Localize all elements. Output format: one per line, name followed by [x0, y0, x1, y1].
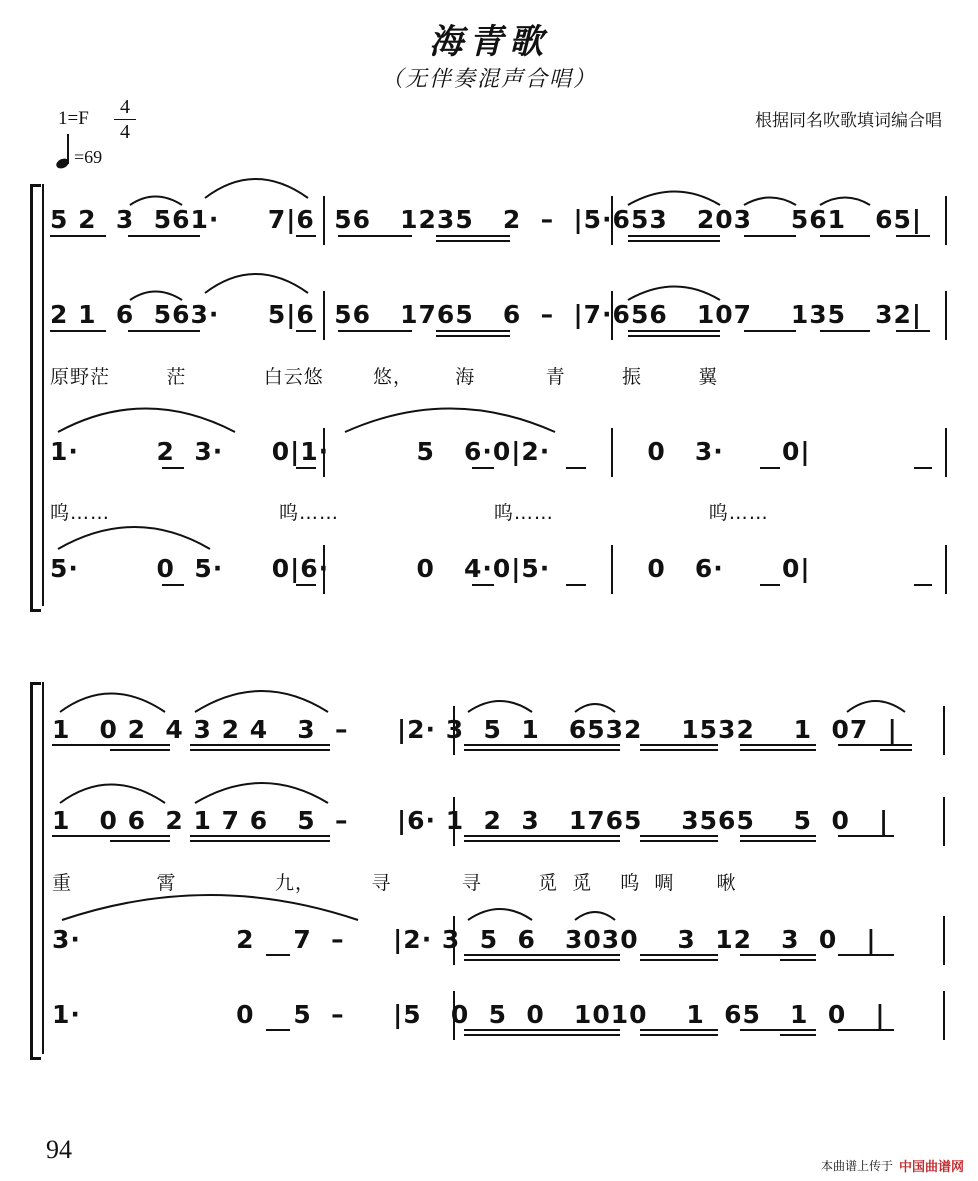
system-1-tenor: 1· 2 3· 0|1· 5 6·0|2· 0 3· 0|: [50, 437, 811, 466]
system-1-lyrics-lower: 呜…… 呜…… 呜…… 呜……: [50, 502, 769, 524]
slur: [575, 912, 615, 920]
system-1-alto: 2 1 6 563· 5|6 56 1765 6 – |7·656 107 135 32|: [50, 300, 923, 329]
song-title: 海青歌: [429, 22, 549, 62]
system-2-soprano: 1 0 2 4 3 2 4 3 – |2· 3 5 1 6532 1532 1 07 |: [52, 715, 898, 744]
slur: [205, 179, 308, 198]
slur: [62, 895, 358, 920]
footer: [821, 1156, 964, 1175]
system-2-tenor: 3· 2 7 – |2· 3 5 6 3030 3 12 3 0 |: [52, 925, 877, 954]
slur: [60, 694, 165, 713]
slur: [205, 274, 308, 293]
time-signature-top: 4: [120, 96, 130, 118]
tempo-value: =69: [74, 147, 103, 167]
arrangement-credit: 根据同名吹歌填词编合唱: [755, 111, 942, 131]
slur: [195, 783, 328, 803]
slur: [628, 287, 720, 301]
song-subtitle: （无伴奏混声合唱）: [380, 67, 597, 92]
key-signature: 1=F: [58, 108, 89, 129]
footer-upload-text: 本曲谱上传于: [820, 1159, 893, 1173]
system-2-alto: 1 0 6 2 1 7 6 5 – |6· 1 2 3 1765 3565 5 0 |: [52, 806, 890, 835]
slur: [195, 691, 328, 712]
slur: [130, 292, 182, 301]
slur: [130, 197, 182, 206]
slur: [345, 409, 555, 433]
slur: [58, 409, 235, 433]
system-1-bass: 5· 0 5· 0|6· 0 4·0|5· 0 6· 0|: [50, 554, 811, 583]
slur: [468, 701, 532, 712]
slur: [628, 192, 720, 206]
slur: [575, 704, 615, 712]
time-signature-bottom: 4: [120, 121, 130, 143]
slur: [847, 701, 905, 712]
system-1-soprano: 5 2 3 561· 7|6 56 1235 2 – |5·653 203 561 65|: [50, 205, 923, 234]
system-2-lyrics: 重 霄 九， 寻 寻 觅 觅 呜 啁 啾: [52, 872, 737, 894]
slur: [60, 785, 165, 804]
page-number: 94: [46, 1135, 72, 1164]
slur: [468, 909, 532, 920]
system-2-bass: 1· 0 5 – |5 0 5 0 1010 1 65 1 0 |: [52, 1000, 886, 1029]
slur: [58, 527, 210, 549]
slur: [744, 198, 796, 206]
site-logo: 中国曲谱网: [898, 1160, 964, 1175]
slur: [820, 198, 870, 206]
system-1-lyrics-upper: 原野茫 茫 白云悠 悠， 海 青 振 翼: [50, 366, 719, 388]
